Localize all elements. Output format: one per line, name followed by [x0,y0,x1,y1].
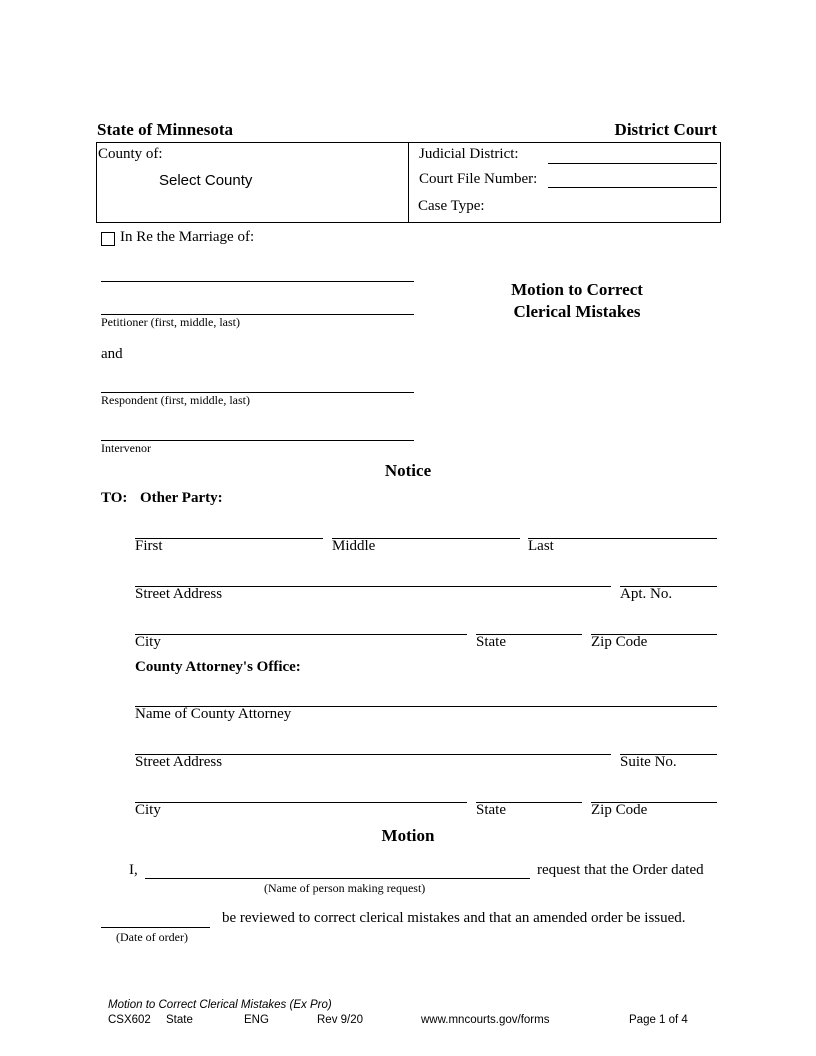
judicial-district-label: Judicial District: [419,146,519,162]
city-label: City [135,634,161,650]
and-label: and [101,346,123,362]
motion-heading: Motion [381,826,435,845]
last-label: Last [528,538,554,554]
county-attorney-name-label: Name of County Attorney [135,706,292,722]
i-label: I, [129,862,138,878]
county-label: County of: [98,146,163,162]
footer-form-title: Motion to Correct Clerical Mistakes (Ex Pro) [108,999,332,1011]
document-title [447,279,707,323]
court-file-number-label: Court File Number: [419,171,538,187]
court-heading: District Court [614,120,717,139]
state-heading: State of Minnesota [97,120,233,139]
attorney-state-label: State [476,802,506,818]
attorney-zip-code-label: Zip Code [591,802,648,818]
order-date-caption: (Date of order) [116,930,188,944]
footer-page-number: Page 1 of 4 [629,1014,688,1026]
city-field[interactable] [135,634,467,635]
suite-no-label: Suite No. [620,754,677,770]
middle-label: Middle [332,538,376,554]
county-select[interactable]: Select County [159,172,253,189]
document-title-line-2: Clerical Mistakes [513,302,641,321]
review-text: be reviewed to correct clerical mistakes and that an amended order be issued. [222,910,686,926]
case-type-label: Case Type: [418,198,485,214]
marriage-checkbox-label: In Re the Marriage of: [120,229,255,245]
requester-name-field[interactable] [145,878,530,879]
attorney-street-address-label: Street Address [135,754,223,770]
footer-form-code: CSX602 [108,1014,151,1026]
caption-divider [408,142,409,222]
request-text: request that the Order dated [537,862,704,878]
judicial-district-field[interactable] [548,163,717,164]
court-file-number-field[interactable] [548,187,717,188]
respondent-label: Respondent (first, middle, last) [101,393,250,407]
requester-name-caption: (Name of person making request) [264,881,426,895]
marriage-checkbox[interactable] [101,232,115,246]
zip-code-label: Zip Code [591,634,648,650]
attorney-city-label: City [135,802,161,818]
last-name-field[interactable] [528,538,717,539]
petitioner-line-1[interactable] [101,281,414,282]
to-label: TO: [101,490,128,506]
other-party-label: Other Party: [140,490,223,506]
street-address-label: Street Address [135,586,223,602]
document-title-line-1: Motion to Correct [511,280,643,299]
footer-language: ENG [244,1014,269,1026]
attorney-city-field[interactable] [135,802,467,803]
footer-revision: Rev 9/20 [317,1014,364,1026]
intervenor-label: Intervenor [101,441,151,455]
notice-heading: Notice [384,461,432,480]
apt-no-label: Apt. No. [620,586,673,602]
county-attorney-heading: County Attorney's Office: [135,659,301,675]
state-label: State [476,634,506,650]
order-date-field[interactable] [101,927,210,928]
first-label: First [135,538,163,554]
first-name-field[interactable] [135,538,323,539]
footer-website[interactable]: www.mncourts.gov/forms [421,1014,550,1026]
footer-scope: State [166,1014,193,1026]
petitioner-label: Petitioner (first, middle, last) [101,315,240,329]
